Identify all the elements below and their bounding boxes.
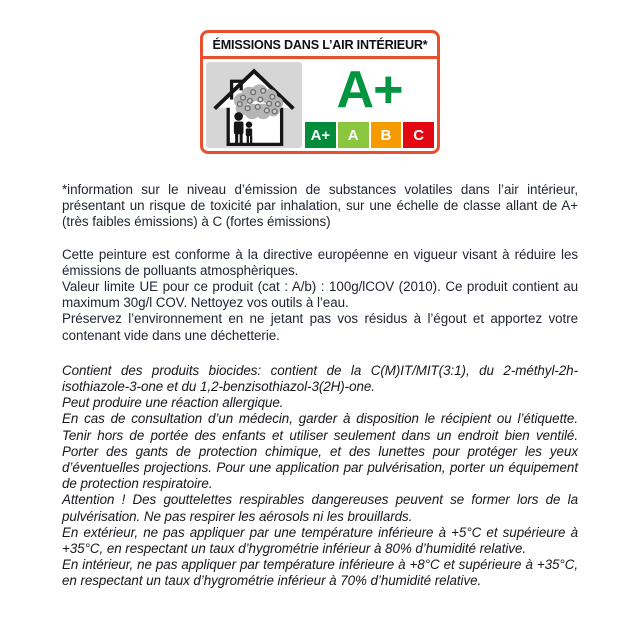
scale-cell-c: C (403, 122, 434, 148)
safety-paragraph: Contient des produits biocides: contient de la C(M)IT/MIT(3:1), du 2-méthyl-2h-isothiazole-3-one et du 1,2-benzisothiazol-3(2H)-one. (62, 362, 578, 395)
safety-paragraph: Peut produire une réaction allergique. (62, 395, 284, 411)
rating-scale (305, 122, 434, 148)
safety-text-block (62, 363, 578, 590)
scale-cell-a: A (338, 122, 369, 148)
rating-value: A+ (336, 60, 403, 119)
scale-cell-b: B (371, 122, 402, 148)
label-text-block (62, 182, 578, 590)
safety-paragraph: En intérieur, ne pas appliquer par température inférieure à +8°C et supérieure à +35°C, en respectant un taux d’hygrométrie inférieur à 70% d’humidité relative. (62, 557, 578, 589)
house-pictogram-panel (206, 62, 302, 148)
rating-panel (305, 62, 434, 148)
label-title: ÉMISSIONS DANS L’AIR INTÉRIEUR* (203, 33, 437, 59)
safety-paragraph: En cas de consultation d’un médecin, garder à disposition le récipient ou l’étiquette. Tenir hors de portée des enfants et utiliser seulement dans un endroit bien ventilé. Porter des gants de protection chimique, et des lunettes pour protéger les yeux d’éventuelles projections. Pour une application par pulvérisation, porter un équipement de protection respiratoire. (62, 411, 578, 492)
regulatory-paragraph: Préservez l’environnement en ne jetant pas vos résidus à l’égout et apportez votre contenant vide dans une déchetterie. (62, 311, 578, 343)
house-pollution-icon (206, 62, 302, 148)
safety-paragraph: Attention ! Des gouttelettes respirables dangereuses peuvent se former lors de la pulvérisation. Ne pas respirer les aérosols ni les brouillards. (62, 492, 578, 524)
regulatory-paragraph: Valeur limite UE pour ce produit (cat : A/b) : 100g/lCOV (2010). Ce produit contient au maximum 30g/l COV. Nettoyez vos outils à l’eau. (62, 279, 578, 311)
regulatory-paragraph: Cette peinture est conforme à la directive européenne en vigueur visant à réduire les émissions de polluants atmosphèriques. (62, 246, 578, 278)
safety-paragraph: En extérieur, ne pas appliquer par une température inférieure à +5°C et supérieure à +35°C, en respectant un taux d’hygrométrie inférieur à 80% d’humidité relative. (62, 524, 578, 557)
indoor-air-emissions-label (200, 30, 440, 154)
label-body (203, 59, 437, 151)
scale-cell-a-plus: A+ (305, 122, 336, 148)
footnote-paragraph: *information sur le niveau d’émission de substances volatiles dans l’air intérieur, présentant un risque de toxicité par inhalation, sur une échelle de classe allant de A+ (très faibles émissions) à C (fortes émissions) (62, 182, 578, 230)
